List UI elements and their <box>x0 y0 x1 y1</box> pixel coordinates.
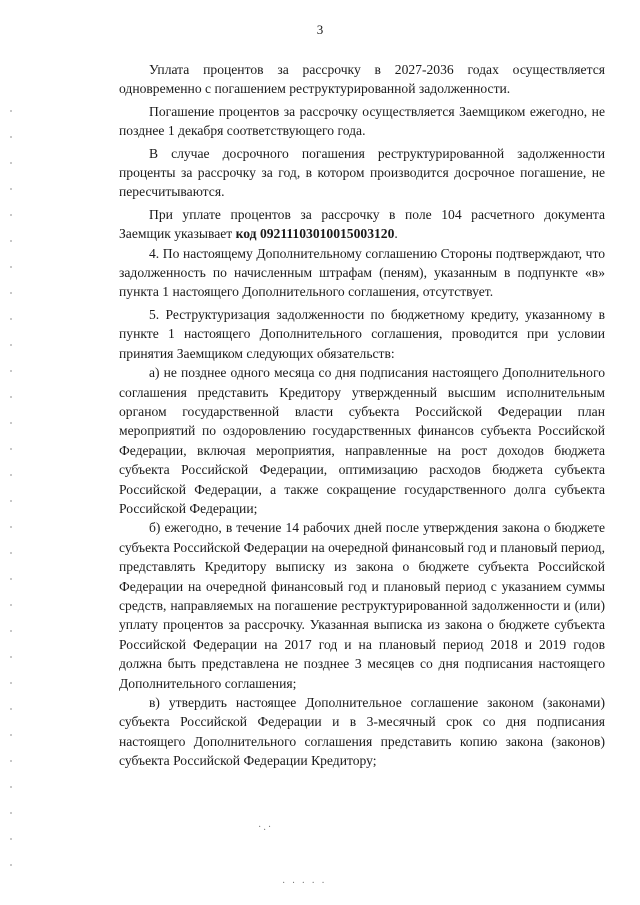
scan-edge-artifact <box>10 110 12 870</box>
paragraph-clause-4: 4. По настоящему Дополнительному соглашению Стороны подтверждают, что задолженность по начисленным штрафам (пеням), указанным в подпункте «в» пункта 1 настоящего Дополнительного соглашения, отсутствует. <box>119 245 605 300</box>
paragraph-clause-5b: б) ежегодно, в течение 14 рабочих дней после утверждения закона о бюджете субъекта Российской Федерации на очередной финансовый год и плановый период, представлять Кредитору выписку из закона о бюджете субъекта Российской Федерации на очередной финансовый год и плановый период с указанием суммы средств, направляемых на погашение реструктурированной задолженности и (или) уплату процентов за рассрочку. Указанная выписка из закона о бюджете субъекта Российской Федерации на 2017 год и на плановый период 2018 и 2019 годов должна быть представлена не позднее 3 месяцев со дня подписания настоящего Дополнительного соглашения; <box>119 520 605 691</box>
paragraph-clause-5: 5. Реструктуризация задолженности по бюджетному кредиту, указанному в пункте 1 настоящего Дополнительного соглашения, проводится при условии принятия Заемщиком следующих обязательств: <box>119 306 605 361</box>
paragraph-interest-repayment-deadline: Погашение процентов за рассрочку осуществляется Заемщиком ежегодно, не позднее 1 декабря соответствующего года. <box>119 103 605 139</box>
payment-code: код 09211103010015003120 <box>235 226 395 242</box>
page-number: 3 <box>316 22 324 37</box>
scan-noise-mark: · · · · · <box>282 878 327 889</box>
payment-code-text-after: . <box>394 226 398 242</box>
payment-code-text-before: При уплате процентов за рассрочку в поле 104 расчетного документа Заемщик указывает <box>119 206 605 242</box>
paragraph-clause-5a: а) не позднее одного месяца со дня подписания настоящего Дополнительного соглашения представить Кредитору утвержденный высшим исполнительным органом государственной власти субъекта Российской Федерации план мероприятий по оздоровлению государственных финансов субъекта Российской Федерации, включая мероприятия, направленные на рост доходов бюджета субъекта Российской Федерации, оптимизацию расходов бюджета субъекта Российской Федерации, а также сокращение государственного долга субъекта Российской Федерации; <box>119 365 605 516</box>
document-body <box>119 60 605 771</box>
paragraph-interest-payment-period: Уплата процентов за рассрочку в 2027-2036 годах осуществляется одновременно с погашением реструктурированной задолженности. <box>119 62 605 97</box>
paragraph-clause-5c: в) утвердить настоящее Дополнительное соглашение законом (законами) субъекта Российской Федерации и в 3-месячный срок со дня подписания настоящего Дополнительного соглашения представить копию закона (законов) субъекта Российской Федерации Кредитору; <box>119 695 605 769</box>
paragraph-early-repayment: В случае досрочного погашения реструктурированной задолженности проценты за рассрочку за год, в котором производится досрочное погашение, не пересчитываются. <box>119 145 605 200</box>
scan-noise-mark: ·.· <box>258 822 274 833</box>
paragraph-payment-code <box>119 205 605 244</box>
